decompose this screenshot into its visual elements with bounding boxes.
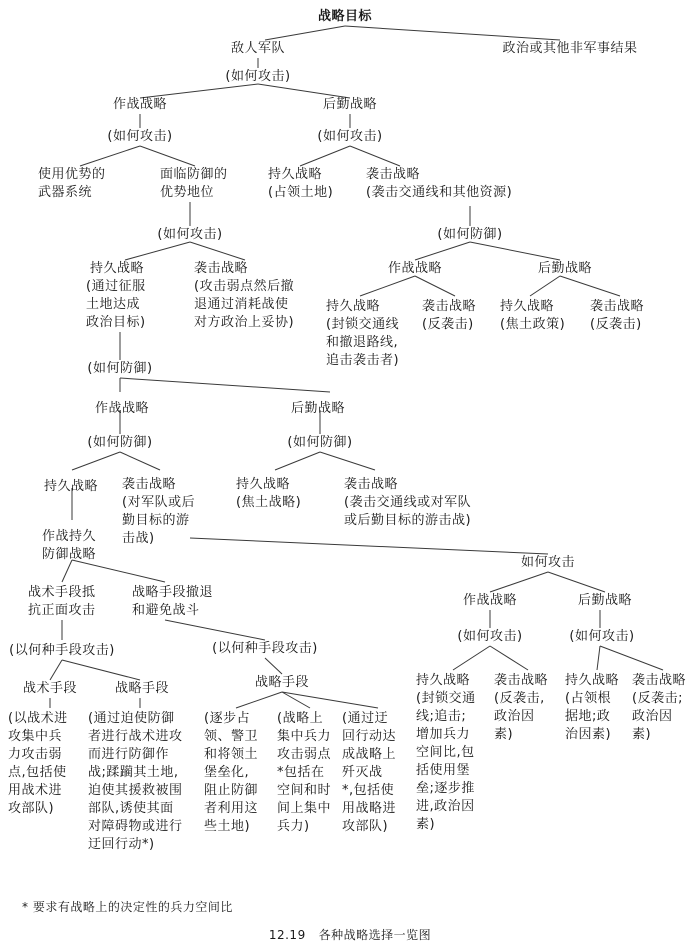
node-step-occupy: (逐步占 领、警卫 和将领土 堡垒化, 阻止防御 者利用这 些土地): [204, 711, 259, 834]
node-tactical-means-desc: (以战术进 攻集中兵 力攻击弱 点,包括使 用战术进 攻部队): [8, 711, 68, 816]
node-persisting-blockade-2: 持久战略 (封锁交通 线;追击; 增加兵力 空间比,包 括使用堡 垒;逐步推 进,政治因 素): [416, 673, 476, 832]
node-how-attack-3: (如何攻击): [317, 129, 383, 144]
node-operational-1: 作战战略: [112, 97, 168, 112]
node-how-defend-2: (如何防御): [87, 361, 153, 376]
node-strategic-means-1: 战略手段: [114, 681, 170, 696]
node-operational-2: 作战战略: [94, 401, 150, 416]
node-facing-superior-defense: 面临防御的 优势地位: [160, 167, 228, 200]
node-enemy-forces: 敌人军队: [230, 41, 286, 56]
node-tactical-means: 战术手段: [22, 681, 78, 696]
node-persisting-occupy: 持久战略 (占领土地): [268, 167, 334, 200]
node-maneuver-annihilate: (通过迂 回行动达 成战略上 歼灭战 *,包括使 用战略进 攻部队): [342, 711, 397, 834]
node-persisting-conquer: 持久战略: [90, 261, 145, 276]
node-logistic-1: 后勤战略: [322, 97, 378, 112]
node-raiding-lines: 袭击战略 (袭击交通线和其他资源): [366, 167, 513, 200]
node-logistic-def-1: 后勤战略: [537, 261, 593, 276]
node-strategic-withdraw: 战略手段撤退 和避免战斗: [132, 585, 214, 618]
node-raiding-guerrilla-2: 袭击战略 (袭击交通线或对军队 或后勤目标的游击战): [344, 477, 472, 528]
figure-caption: 12.19 各种战略选择一览图: [268, 928, 432, 942]
node-persisting-blockade: 持久战略 (封锁交通线 和撤退路线, 追击袭击者): [326, 299, 400, 368]
node-persisting-2: 持久战略: [44, 479, 99, 494]
node-how-attack-1: (如何攻击): [225, 69, 291, 84]
node-how-attack-5: (如何攻击): [457, 629, 523, 644]
node-raiding-counter-pol-2: 袭击战略 (反袭击; 政治因 素): [632, 673, 687, 742]
node-raiding-counter-pol: 袭击战略 (反袭击, 政治因 素): [494, 673, 549, 742]
node-how-attack-4: (如何攻击): [157, 227, 223, 242]
node-how-defend-1: (如何防御): [437, 227, 503, 242]
node-how-attack-2: (如何攻击): [107, 129, 173, 144]
node-how-attack-plain: 如何攻击: [520, 555, 576, 570]
node-raiding-weak: 袭击战略 (攻击弱点然后撤 退通过消耗战使 对方政治上妥协): [194, 261, 295, 330]
node-by-what-means-2: (以何种手段攻击): [212, 641, 318, 656]
node-strategic-means-2: 战略手段: [254, 675, 310, 690]
node-use-superior-weapons: 使用优势的 武器系统: [38, 167, 106, 200]
node-operational-persisting-defense: 作战持久 防御战略: [42, 529, 97, 562]
node-operational-def-1: 作战战略: [387, 261, 443, 276]
node-concentrate-force: (战略上 集中兵力 攻击弱点 *包括在 空间和时 间上集中 兵力): [277, 711, 332, 834]
node-operational-3: 作战战略: [462, 593, 518, 608]
node-nonmilitary-result: 政治或其他非军事结果: [502, 41, 638, 56]
node-strategic-means-desc: (通过迫使防御 者进行战术进攻 而进行防御作 战;蹂躏其土地, 迫使其援救被围 部队,诱使其面 对障碍物或进行 迂回行动*): [88, 711, 183, 852]
node-how-attack-6: (如何攻击): [569, 629, 635, 644]
node-raiding-counter-1: 袭击战略 (反袭击): [422, 299, 477, 332]
node-logistic-2: 后勤战略: [290, 401, 346, 416]
root-strategic-goal: 战略目标: [317, 9, 373, 24]
node-persisting-scorched-2: 持久战略 (焦土战略): [236, 477, 302, 510]
node-raiding-guerrilla: 袭击战略 (对军队或后 勤目标的游 击战): [122, 477, 196, 546]
node-by-what-means-1: (以何种手段攻击): [9, 643, 115, 658]
node-how-defend-3: (如何防御): [87, 435, 153, 450]
node-how-defend-4: (如何防御): [287, 435, 353, 450]
footnote: * 要求有战略上的决定性的兵力空间比: [22, 900, 233, 914]
node-persisting-base: 持久战略 (占领根 据地;政 治因素): [565, 673, 620, 742]
node-persisting-scorched: 持久战略 (焦土政策): [500, 299, 566, 332]
node-tactical-resist: 战术手段抵 抗正面攻击: [28, 585, 96, 618]
node-logistic-3: 后勤战略: [577, 593, 633, 608]
node-raiding-counter-2: 袭击战略 (反袭击): [590, 299, 645, 332]
node-persisting-conquer-desc: (通过征服 土地达成 政治目标): [86, 279, 146, 330]
